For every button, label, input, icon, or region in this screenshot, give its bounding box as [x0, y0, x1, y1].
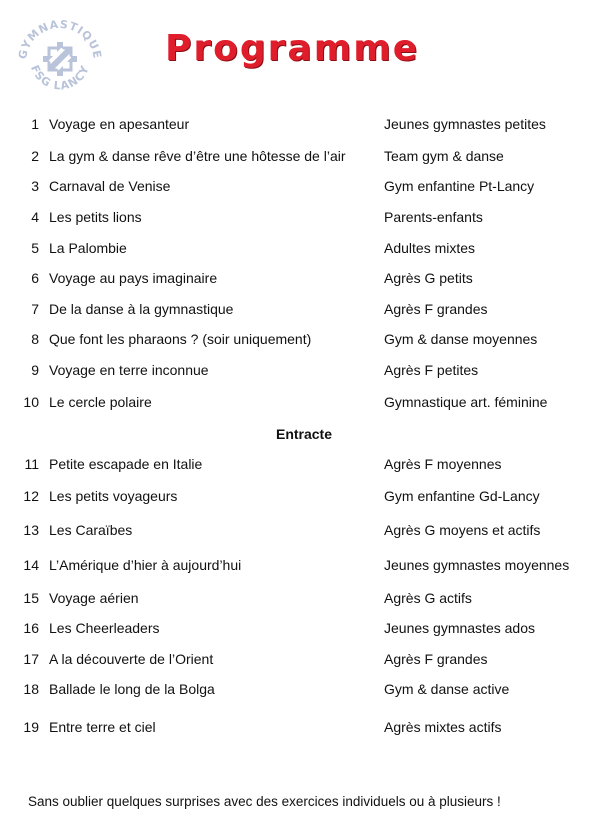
logo-top-text: GYMNASTIQUE — [15, 17, 104, 61]
program-group: Gym & danse active — [384, 681, 510, 697]
program-group: Gym & danse moyennes — [384, 331, 538, 347]
program-group: Gymnastique art. féminine — [384, 394, 548, 410]
program-number: 4 — [31, 209, 39, 225]
program-group: Adultes mixtes — [384, 240, 476, 256]
program-group: Gym enfantine Gd-Lancy — [384, 488, 540, 504]
page-title: Programme — [165, 28, 420, 69]
club-logo-seal — [12, 12, 108, 108]
intermission-label: Entracte — [275, 426, 333, 442]
program-act-title: Voyage au pays imaginaire — [49, 270, 218, 286]
program-row — [0, 454, 598, 474]
program-number: 13 — [23, 522, 39, 538]
program-act-title: Que font les pharaons ? (soir uniquement) — [49, 331, 312, 347]
program-row — [0, 392, 598, 412]
program-row — [0, 329, 598, 349]
club-logo — [12, 12, 108, 108]
program-act-title: Voyage en apesanteur — [49, 116, 190, 132]
program-act-title: Le cercle polaire — [49, 394, 152, 410]
program-group: Agrès F moyennes — [384, 456, 502, 472]
program-group: Team gym & danse — [384, 148, 504, 164]
program-group: Agrès F grandes — [384, 301, 488, 317]
program-row — [0, 555, 598, 575]
program-row — [0, 588, 598, 608]
program-row — [0, 486, 598, 506]
program-group: Jeunes gymnastes moyennes — [384, 557, 570, 573]
program-number: 5 — [31, 240, 39, 256]
program-act-title: Voyage en terre inconnue — [49, 362, 209, 378]
program-act-title: La Palombie — [49, 240, 127, 256]
program-number: 15 — [23, 590, 39, 606]
logo-bottom-text: FSG LANCY — [27, 63, 93, 93]
program-row — [0, 176, 598, 196]
program-number: 17 — [23, 651, 39, 667]
program-act-title: Petite escapade en Italie — [49, 456, 203, 472]
program-row — [0, 238, 598, 258]
program-group: Parents-enfants — [384, 209, 483, 225]
program-row — [0, 618, 598, 638]
program-group: Agrès mixtes actifs — [384, 719, 502, 735]
program-act-title: Les petits voyageurs — [49, 488, 178, 504]
program-group: Agrès G moyens et actifs — [384, 522, 541, 538]
program-number: 11 — [24, 456, 39, 472]
program-number: 8 — [31, 331, 39, 347]
program-number: 3 — [31, 178, 39, 194]
program-group: Agrès F petites — [384, 362, 479, 378]
program-act-title: L’Amérique d’hier à aujourd’hui — [49, 557, 242, 573]
program-number: 10 — [23, 394, 39, 410]
program-act-title: Les petits lions — [49, 209, 142, 225]
program-number: 6 — [31, 270, 39, 286]
program-group: Agrès F grandes — [384, 651, 488, 667]
program-group: Agrès G petits — [384, 270, 473, 286]
program-act-title: A la découverte de l’Orient — [49, 651, 214, 667]
program-row — [0, 268, 598, 288]
program-act-title: Voyage aérien — [49, 590, 139, 606]
program-act-title: La gym & danse rêve d’être une hôtesse de l’air — [49, 148, 346, 164]
program-number: 16 — [23, 620, 39, 636]
program-number: 1 — [31, 116, 39, 132]
program-row — [0, 146, 598, 166]
program-act-title: Les Cheerleaders — [49, 620, 160, 636]
program-row — [0, 207, 598, 227]
program-act-title: Les Caraïbes — [49, 522, 133, 538]
program-group: Agrès G actifs — [384, 590, 472, 606]
program-act-title: Carnaval de Venise — [49, 178, 171, 194]
program-number: 7 — [31, 301, 39, 317]
program-act-title: De la danse à la gymnastique — [49, 301, 234, 317]
program-group: Jeunes gymnastes petites — [384, 116, 546, 132]
program-row — [0, 520, 598, 540]
program-number: 19 — [23, 719, 39, 735]
program-act-title: Entre terre et ciel — [49, 719, 156, 735]
program-group: Jeunes gymnastes ados — [384, 620, 535, 636]
program-row — [0, 360, 598, 380]
program-number: 14 — [23, 557, 39, 573]
program-act-title: Ballade le long de la Bolga — [49, 681, 215, 697]
program-row — [0, 679, 598, 699]
gymnast-cross-icon — [43, 42, 77, 76]
program-group: Gym enfantine Pt-Lancy — [384, 178, 535, 194]
program-number: 12 — [23, 488, 39, 504]
program-number: 18 — [23, 681, 39, 697]
program-number: 9 — [31, 362, 39, 378]
program-number: 2 — [31, 148, 39, 164]
program-row — [0, 649, 598, 669]
footer-note: Sans oublier quelques surprises avec des exercices individuels ou à plusieurs ! — [28, 794, 501, 809]
program-row — [0, 299, 598, 319]
program-row — [0, 717, 598, 737]
program-row — [0, 114, 598, 134]
